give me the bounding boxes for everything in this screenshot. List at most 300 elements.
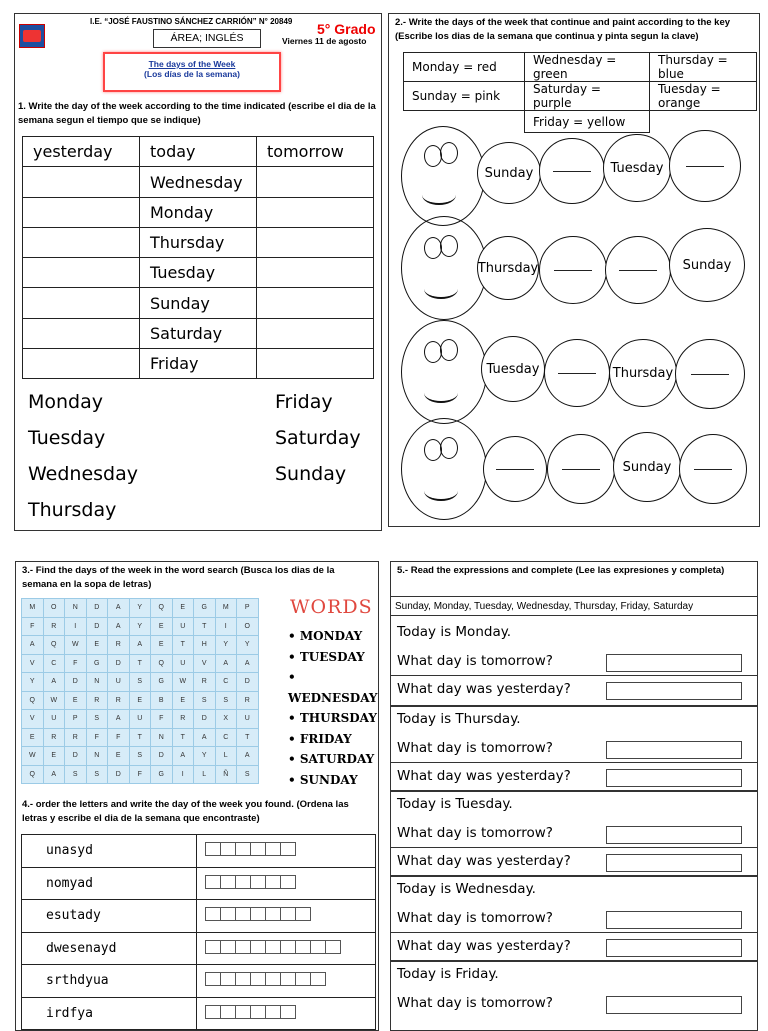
word-item: • THURSDAY xyxy=(288,711,377,725)
word-bank-left xyxy=(28,384,138,528)
worksheet-title: The days of the Week xyxy=(148,59,236,69)
letter-box[interactable] xyxy=(280,907,296,921)
letter-box[interactable] xyxy=(235,875,251,889)
color-key-cell: Thursday = blue xyxy=(650,53,757,82)
question-tomorrow: What day is tomorrow? xyxy=(397,995,553,1011)
word-item: • MONDAY xyxy=(288,629,363,643)
word-bank-item: Tuesday xyxy=(28,427,106,449)
word-search-cell[interactable]: F xyxy=(129,765,151,784)
word-search-cell[interactable]: E xyxy=(86,636,108,655)
caterpillar-segment: Sunday xyxy=(613,432,681,502)
expression-block xyxy=(391,620,758,705)
word-search-cell[interactable]: E xyxy=(108,747,130,766)
expressions-list xyxy=(391,620,758,1031)
question-yesterday: What day was yesterday? xyxy=(397,938,571,954)
word-search-cell[interactable]: A xyxy=(108,710,130,729)
word-search-cell[interactable]: F xyxy=(86,728,108,747)
word-search-cell[interactable]: P xyxy=(237,599,259,618)
word-search-cell[interactable]: B xyxy=(151,691,173,710)
caterpillar-head-icon xyxy=(401,126,485,226)
letter-boxes xyxy=(197,932,376,965)
word-search-cell[interactable]: F xyxy=(65,654,87,673)
today-statement: Today is Tuesday. xyxy=(397,796,513,812)
question-tomorrow: What day is tomorrow? xyxy=(397,910,553,926)
word-search-cell[interactable]: S xyxy=(129,673,151,692)
answer-box-tomorrow[interactable] xyxy=(606,911,742,929)
letter-box[interactable] xyxy=(220,972,236,986)
word-search-row xyxy=(22,691,259,710)
word-search-cell[interactable]: Q xyxy=(22,691,44,710)
word-search-cell[interactable]: U xyxy=(129,710,151,729)
letter-box[interactable] xyxy=(265,842,281,856)
divider xyxy=(391,762,758,763)
question-tomorrow: What day is tomorrow? xyxy=(397,825,553,841)
word-search-cell[interactable]: L xyxy=(215,747,237,766)
scramble-row xyxy=(22,932,376,965)
answer-box-yesterday[interactable] xyxy=(606,939,742,957)
word-search-cell[interactable]: E xyxy=(172,691,194,710)
expression-block xyxy=(391,705,758,790)
answer-cell[interactable] xyxy=(23,228,140,258)
word-search-cell[interactable]: G xyxy=(151,765,173,784)
section-3-instruction: 3.- Find the days of the week in the word search (Busca los dias de la semana en la sopa de letras) xyxy=(22,565,335,590)
word-search-cell[interactable]: U xyxy=(172,617,194,636)
letter-box[interactable] xyxy=(235,940,251,954)
scramble-row xyxy=(22,835,376,868)
caterpillars-area xyxy=(389,14,760,527)
word-search-cell[interactable]: D xyxy=(65,747,87,766)
letter-box[interactable] xyxy=(220,907,236,921)
caterpillar-segment-blank[interactable] xyxy=(539,236,607,304)
word-search-row xyxy=(22,617,259,636)
word-bank-item: Saturday xyxy=(275,427,361,449)
expression-block xyxy=(391,960,758,1031)
word-search-cell[interactable]: I xyxy=(65,617,87,636)
word-search-cell[interactable]: E xyxy=(22,728,44,747)
school-name: I.E. “JOSÉ FAUSTINO SÁNCHEZ CARRIÓN” N° 20849 xyxy=(90,17,293,26)
answer-box-tomorrow[interactable] xyxy=(606,826,742,844)
word-search-cell[interactable]: T xyxy=(172,728,194,747)
letter-box[interactable] xyxy=(295,972,311,986)
word-search-cell[interactable]: F xyxy=(151,710,173,729)
word-search-cell[interactable]: D xyxy=(65,673,87,692)
scrambled-word: srthdyua xyxy=(22,965,197,998)
word-search-cell[interactable]: G xyxy=(194,599,216,618)
word-search-row xyxy=(22,654,259,673)
divider xyxy=(391,847,758,848)
word-search-cell[interactable]: S xyxy=(86,710,108,729)
today-cell: Thursday xyxy=(140,228,257,258)
title-box xyxy=(103,52,281,92)
letter-box[interactable] xyxy=(280,842,296,856)
divider xyxy=(391,675,758,676)
letter-box[interactable] xyxy=(205,842,221,856)
word-search-cell[interactable]: D xyxy=(194,710,216,729)
letter-box[interactable] xyxy=(205,940,221,954)
letter-box[interactable] xyxy=(235,1005,251,1019)
word-search-cell[interactable]: A xyxy=(172,747,194,766)
scrambled-word: irdfya xyxy=(22,997,197,1030)
section-2-panel xyxy=(388,13,760,527)
letter-box[interactable] xyxy=(235,907,251,921)
area-box: ÁREA; INGLÉS xyxy=(153,29,261,48)
word-search-row xyxy=(22,636,259,655)
word-search-cell[interactable]: M xyxy=(22,599,44,618)
letter-box[interactable] xyxy=(265,940,281,954)
caterpillar-segment: Tuesday xyxy=(603,134,671,202)
letter-box[interactable] xyxy=(250,875,266,889)
answer-cell[interactable] xyxy=(257,167,374,198)
word-bank-item: Wednesday xyxy=(28,463,139,485)
letter-box[interactable] xyxy=(220,1005,236,1019)
date-label: Viernes 11 de agosto xyxy=(282,36,367,46)
word-bank-item: Friday xyxy=(275,391,333,413)
word-search-cell[interactable]: S xyxy=(65,765,87,784)
word-search-cell[interactable]: D xyxy=(86,599,108,618)
word-search-cell[interactable]: Q xyxy=(22,765,44,784)
expression-block xyxy=(391,790,758,875)
word-bank-item: Thursday xyxy=(28,499,117,521)
word-search-cell[interactable]: A xyxy=(108,617,130,636)
caterpillar-head-icon xyxy=(401,320,487,424)
scramble-row xyxy=(22,997,376,1030)
scramble-table xyxy=(21,834,376,1030)
word-search-cell[interactable]: O xyxy=(237,617,259,636)
letter-box[interactable] xyxy=(220,842,236,856)
answer-box-yesterday[interactable] xyxy=(606,854,742,872)
col-header-today: today xyxy=(140,137,257,167)
word-item: • WEDNESDAY xyxy=(288,670,378,705)
word-search-cell[interactable]: S xyxy=(129,747,151,766)
word-search-cell[interactable]: Y xyxy=(215,636,237,655)
word-search-cell[interactable]: A xyxy=(237,747,259,766)
answer-cell[interactable] xyxy=(23,258,140,288)
word-search-row xyxy=(22,710,259,729)
word-search-cell[interactable]: C xyxy=(215,673,237,692)
scrambled-word: dwesenayd xyxy=(22,932,197,965)
letter-box[interactable] xyxy=(250,1005,266,1019)
letter-box[interactable] xyxy=(265,1005,281,1019)
word-search-cell[interactable]: S xyxy=(86,765,108,784)
section-2-instruction: 2.- Write the days of the week that continue and paint according to the key (Escribe los dias de la semana que continua y pinta segun la clave) xyxy=(395,17,731,42)
word-search-cell[interactable]: V xyxy=(22,654,44,673)
letter-box[interactable] xyxy=(250,940,266,954)
word-search-cell[interactable]: W xyxy=(43,691,65,710)
word-search-cell[interactable]: Ñ xyxy=(215,765,237,784)
letter-box[interactable] xyxy=(265,907,281,921)
word-search-cell[interactable]: G xyxy=(86,654,108,673)
scramble-row xyxy=(22,900,376,933)
letter-box[interactable] xyxy=(205,907,221,921)
word-search-cell[interactable]: W xyxy=(22,747,44,766)
word-search-cell[interactable]: R xyxy=(108,691,130,710)
letter-boxes xyxy=(197,900,376,933)
word-search-cell[interactable]: E xyxy=(172,599,194,618)
letter-box[interactable] xyxy=(250,972,266,986)
word-search-cell[interactable]: A xyxy=(22,636,44,655)
word-search-row xyxy=(22,747,259,766)
word-search-cell[interactable]: R xyxy=(172,710,194,729)
word-search-cell[interactable]: R xyxy=(194,673,216,692)
section-1-instruction: 1. Write the day of the week according to the time indicated (escribe el dia de la semana segun el tiempo que se indique) xyxy=(18,101,376,126)
word-search-cell[interactable]: D xyxy=(108,765,130,784)
word-search-cell[interactable]: Y xyxy=(237,636,259,655)
word-search-cell[interactable]: A xyxy=(237,654,259,673)
letter-box[interactable] xyxy=(310,940,326,954)
answer-box-tomorrow[interactable] xyxy=(606,996,742,1014)
today-cell: Friday xyxy=(140,349,257,379)
letter-boxes xyxy=(197,965,376,998)
color-key-cell: Tuesday = orange xyxy=(650,82,757,111)
word-search-cell[interactable]: Y xyxy=(22,673,44,692)
word-search-cell[interactable]: R xyxy=(65,728,87,747)
word-search-cell[interactable]: F xyxy=(22,617,44,636)
letter-box[interactable] xyxy=(310,972,326,986)
answer-box-tomorrow[interactable] xyxy=(606,654,742,672)
word-bank-right xyxy=(275,384,361,492)
letter-box[interactable] xyxy=(220,940,236,954)
word-item: • SUNDAY xyxy=(288,772,358,787)
letter-box[interactable] xyxy=(295,907,311,921)
letter-box[interactable] xyxy=(280,972,296,986)
letter-box[interactable] xyxy=(280,875,296,889)
answer-box-yesterday[interactable] xyxy=(606,682,742,700)
word-search-cell[interactable]: N xyxy=(86,747,108,766)
word-search-cell[interactable]: M xyxy=(215,599,237,618)
word-search-cell[interactable]: U xyxy=(237,710,259,729)
word-search-cell[interactable]: X xyxy=(215,710,237,729)
caterpillar-segment-blank[interactable] xyxy=(544,339,610,407)
word-search-cell[interactable]: Y xyxy=(129,599,151,618)
scrambled-word: esutady xyxy=(22,900,197,933)
word-search-cell[interactable]: U xyxy=(108,673,130,692)
days-list: Sunday, Monday, Tuesday, Wednesday, Thursday, Friday, Saturday xyxy=(391,596,757,616)
question-tomorrow: What day is tomorrow? xyxy=(397,740,553,756)
word-bank-item: Monday xyxy=(28,391,104,413)
scrambled-word: unasyd xyxy=(22,835,197,868)
today-cell: Wednesday xyxy=(140,167,257,198)
letter-box[interactable] xyxy=(250,842,266,856)
word-search-cell[interactable]: E xyxy=(43,747,65,766)
word-item: • TUESDAY xyxy=(288,649,365,664)
word-search-cell[interactable]: A xyxy=(129,636,151,655)
word-search-cell[interactable]: H xyxy=(194,636,216,655)
word-search-cell[interactable]: V xyxy=(194,654,216,673)
answer-box-yesterday[interactable] xyxy=(606,769,742,787)
word-search-cell[interactable]: I xyxy=(172,765,194,784)
caterpillar-segment: Thursday xyxy=(477,236,539,300)
answer-cell[interactable] xyxy=(257,258,374,288)
word-search-row xyxy=(22,599,259,618)
color-key-cell: Saturday = purple xyxy=(525,82,650,111)
today-cell: Sunday xyxy=(140,288,257,319)
word-search-cell[interactable]: P xyxy=(65,710,87,729)
today-statement: Today is Thursday. xyxy=(397,711,521,727)
letter-box[interactable] xyxy=(280,940,296,954)
word-search-cell[interactable]: T xyxy=(172,636,194,655)
letter-box[interactable] xyxy=(220,875,236,889)
answer-cell[interactable] xyxy=(23,288,140,319)
letter-boxes xyxy=(197,867,376,900)
caterpillar-segment-blank[interactable] xyxy=(675,339,745,409)
caterpillar-segment-blank[interactable] xyxy=(547,434,615,504)
color-key-cell: Wednesday = green xyxy=(525,53,650,82)
letter-box[interactable] xyxy=(265,875,281,889)
caterpillar-segment-blank[interactable] xyxy=(539,138,605,204)
word-search-cell[interactable]: G xyxy=(151,673,173,692)
letter-box[interactable] xyxy=(295,940,311,954)
worksheet-subtitle: (Los días de la semana) xyxy=(144,69,240,79)
word-search-cell[interactable]: A xyxy=(194,728,216,747)
answer-cell[interactable] xyxy=(23,319,140,349)
word-search-cell[interactable]: F xyxy=(108,728,130,747)
word-search-cell[interactable]: O xyxy=(43,599,65,618)
word-item: • SATURDAY xyxy=(288,752,375,766)
word-search-cell[interactable]: E xyxy=(129,691,151,710)
letter-box[interactable] xyxy=(235,972,251,986)
section-4-instruction: 4.- order the letters and write the day of the week you found. (Ordena las letras y escribe el dia de la semana que encontraste) xyxy=(22,799,349,824)
grade-label: 5° Grado xyxy=(317,21,376,37)
word-search-cell[interactable]: I xyxy=(215,617,237,636)
word-search-cell[interactable]: S xyxy=(194,691,216,710)
letter-boxes xyxy=(197,835,376,868)
word-search-cell[interactable]: A xyxy=(43,673,65,692)
letter-box[interactable] xyxy=(280,1005,296,1019)
letter-box[interactable] xyxy=(265,972,281,986)
word-search-cell[interactable]: A xyxy=(108,599,130,618)
word-search-cell[interactable]: N xyxy=(86,673,108,692)
word-item: • FRIDAY xyxy=(288,731,352,746)
word-search-cell[interactable]: Q xyxy=(151,654,173,673)
word-search-cell[interactable]: U xyxy=(43,710,65,729)
answer-cell[interactable] xyxy=(23,198,140,228)
section-3-4-panel xyxy=(15,561,379,1031)
word-search-grid xyxy=(21,598,259,784)
word-search-cell[interactable]: S xyxy=(237,765,259,784)
word-search-cell[interactable]: T xyxy=(194,617,216,636)
col-header-yesterday: yesterday xyxy=(23,137,140,167)
answer-cell[interactable] xyxy=(257,319,374,349)
word-search-row xyxy=(22,765,259,784)
today-cell: Saturday xyxy=(140,319,257,349)
caterpillar-segment: Sunday xyxy=(477,142,541,204)
answer-cell[interactable] xyxy=(23,349,140,379)
days-table xyxy=(22,136,374,379)
caterpillar-head-icon xyxy=(401,418,487,520)
scramble-row xyxy=(22,965,376,998)
word-search-row xyxy=(22,728,259,747)
word-search-cell[interactable]: T xyxy=(129,728,151,747)
caterpillar-segment: Tuesday xyxy=(481,336,545,402)
word-bank-item: Sunday xyxy=(275,463,347,485)
word-search-cell[interactable]: Q xyxy=(151,599,173,618)
word-search-row xyxy=(22,673,259,692)
word-search-cell[interactable]: A xyxy=(43,765,65,784)
section-5-instruction: 5.- Read the expressions and complete (Lee las expresiones y completa) xyxy=(397,565,725,576)
section-5-panel xyxy=(390,561,758,1031)
words-list xyxy=(288,626,378,790)
word-search-cell[interactable]: N xyxy=(65,599,87,618)
question-tomorrow: What day is tomorrow? xyxy=(397,653,553,669)
caterpillar-segment-blank[interactable] xyxy=(669,130,741,202)
school-logo-icon xyxy=(19,24,45,48)
question-yesterday: What day was yesterday? xyxy=(397,681,571,697)
word-search-cell[interactable]: C xyxy=(43,654,65,673)
letter-box[interactable] xyxy=(325,940,341,954)
word-search-cell[interactable]: D xyxy=(237,673,259,692)
word-search-cell[interactable]: T xyxy=(129,654,151,673)
word-search-cell[interactable]: A xyxy=(215,654,237,673)
word-search-cell[interactable]: D xyxy=(151,747,173,766)
scramble-row xyxy=(22,867,376,900)
answer-box-tomorrow[interactable] xyxy=(606,741,742,759)
word-search-cell[interactable]: Q xyxy=(43,636,65,655)
word-search-cell[interactable]: W xyxy=(172,673,194,692)
letter-box[interactable] xyxy=(235,842,251,856)
word-search-cell[interactable]: R xyxy=(43,617,65,636)
today-statement: Today is Friday. xyxy=(397,966,499,982)
word-search-cell[interactable]: R xyxy=(43,728,65,747)
color-key-cell: Friday = yellow xyxy=(525,111,650,133)
word-search-cell[interactable]: W xyxy=(65,636,87,655)
word-search-cell[interactable]: R xyxy=(108,636,130,655)
col-header-tomorrow: tomorrow xyxy=(257,137,374,167)
color-key-cell: Sunday = pink xyxy=(404,82,525,111)
caterpillar-segment-blank[interactable] xyxy=(483,436,547,502)
word-search-cell[interactable]: E xyxy=(151,636,173,655)
word-search-cell[interactable]: R xyxy=(86,691,108,710)
answer-cell[interactable] xyxy=(257,288,374,319)
letter-box[interactable] xyxy=(205,875,221,889)
word-search-cell[interactable]: Y xyxy=(129,617,151,636)
word-search-cell[interactable]: T xyxy=(237,728,259,747)
question-yesterday: What day was yesterday? xyxy=(397,853,571,869)
word-search-cell[interactable]: C xyxy=(215,728,237,747)
section-1-panel xyxy=(14,13,382,531)
word-search-cell[interactable]: E xyxy=(65,691,87,710)
word-search-cell[interactable]: V xyxy=(22,710,44,729)
today-statement: Today is Wednesday. xyxy=(397,881,536,897)
answer-cell[interactable] xyxy=(257,198,374,228)
word-search-cell[interactable]: U xyxy=(172,654,194,673)
caterpillar-segment-blank[interactable] xyxy=(679,434,747,504)
word-search-cell[interactable]: N xyxy=(151,728,173,747)
word-search-cell[interactable]: Y xyxy=(194,747,216,766)
caterpillar-segment: Sunday xyxy=(669,228,745,302)
word-search-cell[interactable]: D xyxy=(86,617,108,636)
word-search-cell[interactable]: E xyxy=(151,617,173,636)
today-cell: Tuesday xyxy=(140,258,257,288)
word-search-cell[interactable]: D xyxy=(108,654,130,673)
letter-boxes xyxy=(197,997,376,1030)
answer-cell[interactable] xyxy=(23,167,140,198)
caterpillar-head-icon xyxy=(401,216,487,320)
answer-cell[interactable] xyxy=(257,349,374,379)
caterpillar-segment-blank[interactable] xyxy=(605,236,671,304)
question-yesterday: What day was yesterday? xyxy=(397,768,571,784)
letter-box[interactable] xyxy=(205,1005,221,1019)
answer-cell[interactable] xyxy=(257,228,374,258)
word-search-cell[interactable]: R xyxy=(237,691,259,710)
today-statement: Today is Monday. xyxy=(397,624,512,640)
today-cell: Monday xyxy=(140,198,257,228)
expression-block xyxy=(391,875,758,960)
letter-box[interactable] xyxy=(205,972,221,986)
scrambled-word: nomyad xyxy=(22,867,197,900)
letter-box[interactable] xyxy=(250,907,266,921)
word-search-cell[interactable]: L xyxy=(194,765,216,784)
word-search-cell[interactable]: S xyxy=(215,691,237,710)
